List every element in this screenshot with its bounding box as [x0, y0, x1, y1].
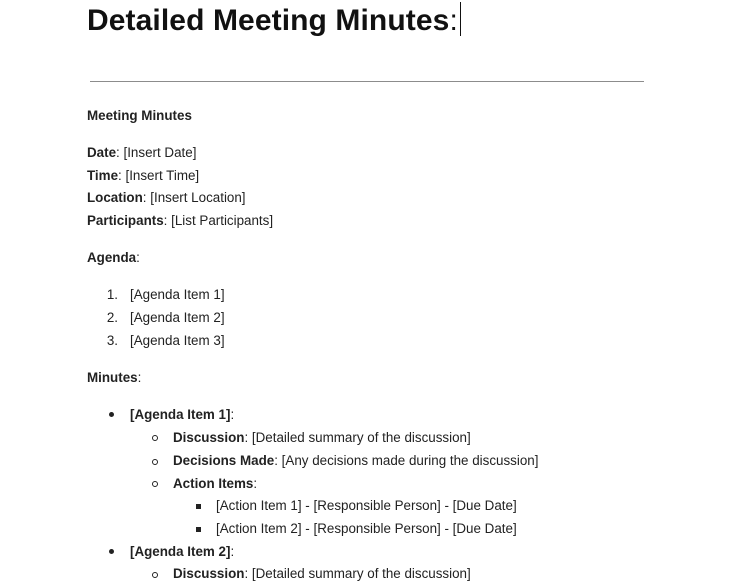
- field-sep: :: [118, 168, 122, 183]
- list-number: 2.: [106, 310, 118, 325]
- sub-sep: :: [253, 476, 258, 491]
- field-value: [Insert Date]: [119, 145, 197, 160]
- item-title-text: [Agenda Item 2]: [130, 544, 231, 559]
- agenda-sep: :: [136, 250, 140, 265]
- field-sep: :: [116, 145, 120, 160]
- action-item: [Action Item 1] - [Responsible Person] - [Due Date]: [216, 498, 517, 513]
- field-participants: [87, 213, 273, 229]
- discussion-line: [173, 430, 471, 446]
- decisions-line: [173, 453, 538, 469]
- sub-label: Action Items: [173, 476, 254, 491]
- item-title-sep: :: [230, 544, 235, 559]
- agenda-item: [Agenda Item 2]: [130, 310, 225, 325]
- field-value: [Insert Time]: [121, 168, 200, 183]
- sub-value: [Any decisions made during the discussion]: [277, 453, 539, 468]
- minutes-label: Minutes: [87, 370, 138, 385]
- minutes-item-title: [130, 544, 234, 560]
- horizontal-divider: [90, 81, 644, 82]
- title-text: Detailed Meeting Minutes: [87, 4, 450, 37]
- field-value: [List Participants]: [167, 213, 274, 228]
- bullet-disc-icon: [109, 412, 114, 417]
- bullet-circle-icon: [152, 459, 158, 465]
- field-sep: :: [163, 213, 168, 228]
- agenda-item: [Agenda Item 3]: [130, 333, 225, 348]
- sub-label: Discussion: [173, 566, 245, 581]
- sub-sep: :: [244, 566, 249, 581]
- bullet-circle-icon: [152, 572, 158, 578]
- field-date: [87, 145, 196, 161]
- field-location: [87, 190, 246, 206]
- sub-label: Discussion: [173, 430, 245, 445]
- item-title-sep: :: [230, 407, 235, 422]
- action-item: [Action Item 2] - [Responsible Person] - [Due Date]: [216, 521, 517, 536]
- field-label: Date: [87, 145, 117, 160]
- field-label: Time: [87, 168, 119, 183]
- action-items-line: [173, 476, 257, 492]
- section-heading: Meeting Minutes: [87, 108, 192, 123]
- field-time: [87, 168, 199, 184]
- field-label: Participants: [87, 213, 164, 228]
- sub-label: Decisions Made: [173, 453, 275, 468]
- agenda-heading: [87, 250, 140, 266]
- document-title[interactable]: [87, 2, 461, 40]
- text-cursor: [460, 2, 461, 36]
- bullet-square-icon: [196, 527, 201, 532]
- bullet-circle-icon: [152, 481, 158, 487]
- sub-sep: :: [274, 453, 278, 468]
- bullet-square-icon: [196, 504, 201, 509]
- item-title-text: [Agenda Item 1]: [130, 407, 231, 422]
- field-sep: :: [142, 190, 147, 205]
- title-colon: :: [449, 4, 458, 37]
- minutes-heading: [87, 370, 141, 386]
- sub-value: [Detailed summary of the discussion]: [248, 430, 471, 445]
- list-number: 3.: [106, 333, 118, 348]
- agenda-label: Agenda: [87, 250, 137, 265]
- discussion-line: [173, 566, 471, 582]
- agenda-item: [Agenda Item 1]: [130, 287, 225, 302]
- list-number: 1.: [106, 287, 118, 302]
- field-label: Location: [87, 190, 143, 205]
- field-value: [Insert Location]: [146, 190, 246, 205]
- minutes-item-title: [130, 407, 234, 423]
- minutes-sep: :: [137, 370, 142, 385]
- bullet-disc-icon: [109, 549, 114, 554]
- sub-value: [Detailed summary of the discussion]: [248, 566, 471, 581]
- sub-sep: :: [244, 430, 249, 445]
- bullet-circle-icon: [152, 435, 158, 441]
